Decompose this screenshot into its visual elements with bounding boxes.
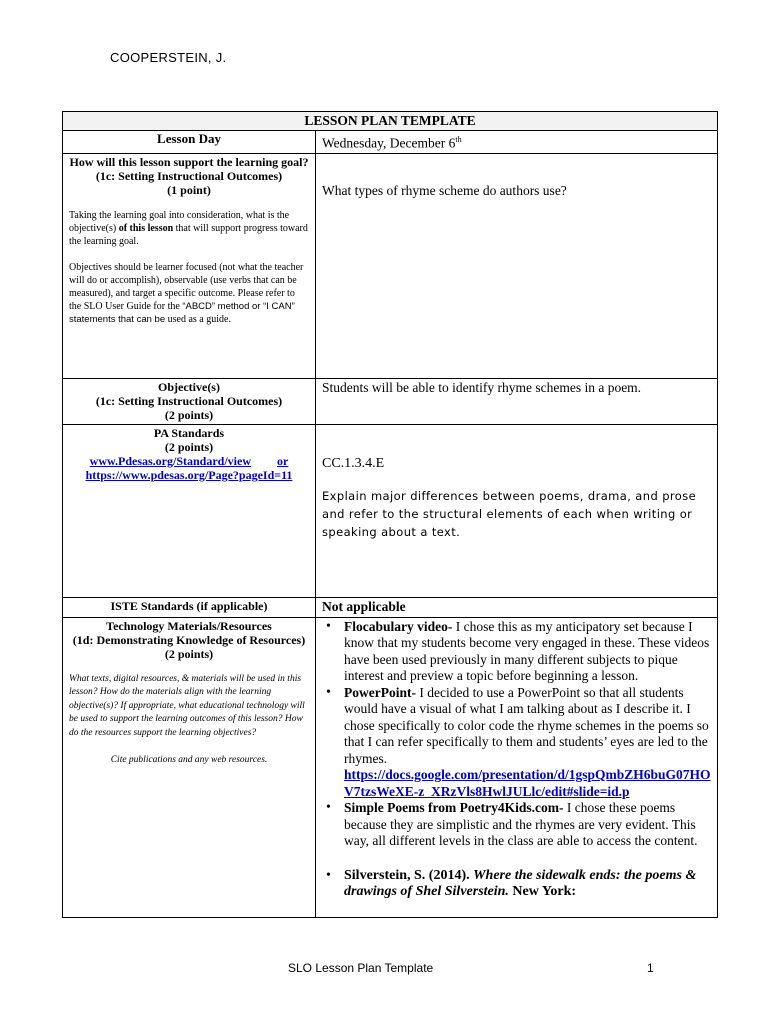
technology-domain: (1d: Demonstrating Knowledge of Resources) [72, 632, 306, 647]
learning-goal-answer: What types of rhyme scheme do authors use? [322, 183, 567, 198]
iste-answer: Not applicable [316, 598, 718, 618]
technology-cite-note: Cite publications and any web resources. [110, 755, 268, 765]
iste-label: ISTE Standards (if applicable) [63, 598, 316, 618]
powerpoint-link[interactable]: https://docs.google.com/presentation/d/1gspQmbZH6buG07HOV7tzsWeXE-z_XRzVls8HwlJULlc/edit#slide=id.p [344, 767, 711, 799]
guidance-emphasis: of this lesson [118, 223, 174, 234]
resource-text: I chose these poems because they are simplistic and the rhymes are very evident. This way, all different levels in the class are able to access the content. [344, 800, 698, 848]
lesson-day-value [316, 131, 718, 154]
pdesas-standard-link[interactable]: www.Pdesas.org/Standard/view [89, 454, 251, 468]
objectives-domain: (1c: Setting Instructional Outcomes) [95, 394, 283, 408]
learning-goal-answer-cell [316, 154, 718, 379]
pa-standard-description: Explain major differences between poems, drama, and prose and refer to the structural elements of each when writing or speaking about a text. [322, 488, 697, 539]
pa-standards-row [63, 425, 718, 598]
objectives-label: Objective(s) [158, 380, 220, 394]
list-item [344, 868, 711, 901]
list-item [344, 619, 711, 685]
pa-standards-label: PA Standards [153, 426, 225, 440]
citation-publisher: New York: [508, 884, 577, 899]
guidance-text: that will support progress toward the learning goal. [69, 223, 308, 247]
resource-title: Flocabulary video- [344, 618, 453, 634]
iste-row [63, 598, 718, 618]
table-title: LESSON PLAN TEMPLATE [63, 112, 718, 131]
resource-title: PowerPoint- [344, 684, 416, 700]
guidance-method: “ABCD” method or “I CAN” statements that can be [69, 301, 295, 325]
learning-goal-guidance-2 [69, 261, 309, 326]
learning-goal-points: (1 point) [167, 183, 211, 197]
list-item [344, 685, 711, 801]
pa-standards-answer-cell [316, 425, 718, 598]
lesson-day-suffix: th [455, 135, 462, 144]
author-name: COOPERSTEIN, J. [110, 50, 227, 65]
pa-standards-points: (2 points) [164, 440, 214, 454]
resource-text: I chose this as my anticipatory set because I know that my students become very engaged in these. These videos have been used previously in many different subjects to pique interest and preview a topic before beginning a lesson. [344, 618, 710, 683]
pdesas-page-link[interactable]: https://www.pdesas.org/Page?pageId=11 [85, 468, 293, 482]
pa-standards-link-line-2 [69, 468, 309, 482]
objectives-label-cell [63, 379, 316, 425]
lesson-day-text: Wednesday, December 6 [322, 135, 456, 151]
learning-goal-guidance-1 [69, 209, 309, 248]
resource-list [322, 619, 711, 901]
citation-author: Silverstein, S. (2014). [344, 867, 474, 883]
footer-title: SLO Lesson Plan Template [288, 961, 434, 975]
lesson-day-label: Lesson Day [63, 131, 316, 154]
pa-standards-link-line [69, 454, 309, 468]
objectives-points: (2 points) [164, 408, 214, 422]
pa-standard-code: CC.1.3.4.E [322, 456, 385, 471]
lesson-day-row [63, 131, 718, 154]
lesson-plan-table [62, 111, 718, 918]
pa-standards-label-cell [63, 425, 316, 598]
objectives-answer: Students will be able to identify rhyme schemes in a poem. [316, 379, 718, 425]
learning-goal-domain: (1c: Setting Instructional Outcomes) [95, 169, 283, 183]
guidance-text: Objectives should be learner focused (not what the teacher will do or accomplish), observable (use verbs that can be measured), and target a specific outcome. Please refer to the SLO User Guide for the [69, 262, 304, 312]
objectives-row [63, 379, 718, 425]
list-item [344, 800, 711, 850]
technology-answer-cell [316, 617, 718, 917]
technology-label-cell [63, 617, 316, 917]
learning-goal-question: How will this lesson support the learning goal? [69, 155, 309, 169]
learning-goal-prompt [63, 154, 316, 379]
resource-title: Simple Poems from Poetry4Kids.com- [344, 800, 564, 815]
or-text: or [277, 454, 289, 468]
page-number: 1 [647, 961, 654, 975]
citation-title: Where the sidewalk ends: the poems & drawings of Shel Silverstein. [344, 867, 697, 899]
learning-goal-row [63, 154, 718, 379]
technology-row [63, 617, 718, 917]
guidance-text: Taking the learning goal into consideration, what is the objective(s) [69, 210, 290, 234]
guidance-text: used as a guide. [165, 314, 231, 325]
resource-text: I decided to use a PowerPoint so that all students would have a visual of what I am talking about as I describe it. I chose specifically to color code the rhyme schemes in the poems so that I can refer specifically to them and students’ eyes are led to the rhymes. [344, 684, 709, 766]
technology-points: (2 points) [164, 646, 214, 661]
technology-label: Technology Materials/Resources [106, 618, 272, 633]
technology-guidance: What texts, digital resources, & materials will be used in this lesson? How do the materials align with the learning objective(s)? If appropriate, what educational technology will be used to support the learning outcomes of this lesson? How do the resources support the learning objectives? [69, 673, 305, 738]
table-title-row [63, 112, 718, 131]
